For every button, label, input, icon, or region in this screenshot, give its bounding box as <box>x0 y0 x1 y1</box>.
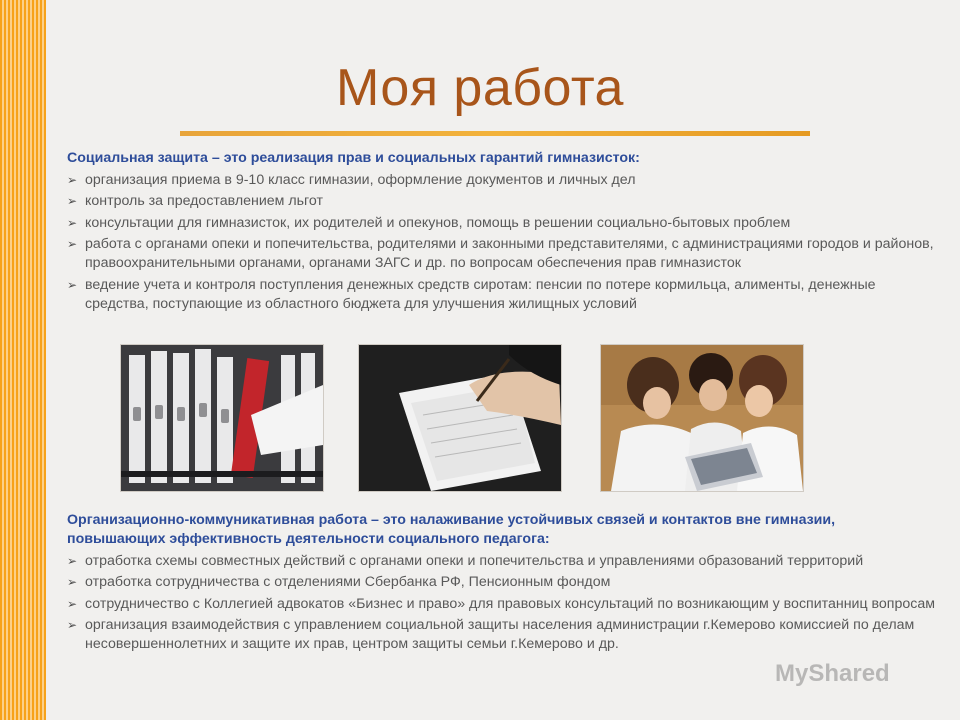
team-laptop-photo <box>600 344 804 492</box>
arrow-bullet-icon: ➢ <box>67 237 78 252</box>
arrow-bullet-icon: ➢ <box>67 618 78 633</box>
list-item <box>67 616 937 654</box>
list-item <box>67 192 937 211</box>
list-item-text: организация взаимодействия с управлением социальной защиты населения администрации г.Кемерово комиссией по делам несовершеннолетних и защите их прав, центром защиты семьи г.Кемерово и др. <box>85 617 915 653</box>
list-item-text: организация приема в 9-10 класс гимназии, оформление документов и личных дел <box>85 171 636 188</box>
binders-photo <box>120 344 324 492</box>
list-item-text: сотрудничество с Коллегией адвокатов «Бизнес и право» для правовых консультаций по возникающим у воспитанниц вопросам <box>85 595 936 612</box>
section-social-protection <box>67 149 937 314</box>
bullet-list <box>67 552 937 655</box>
bullet-list <box>67 171 937 314</box>
watermark-logo <box>775 660 890 688</box>
list-item-text: отработка схемы совместных действий с органами опеки и попечительства и управлениями образований территорий <box>85 552 864 569</box>
list-item <box>67 171 937 190</box>
list-item <box>67 595 937 614</box>
list-item-text: консультации для гимназисток, их родителей и опекунов, помощь в решении социально-бытовых проблем <box>85 214 791 231</box>
list-item-text: контроль за предоставлением льгот <box>85 193 323 210</box>
arrow-bullet-icon: ➢ <box>67 172 78 187</box>
arrow-bullet-icon: ➢ <box>67 277 78 292</box>
slide-title: Моя работа <box>336 59 624 117</box>
list-item <box>67 276 937 314</box>
section-communication-work <box>67 511 937 654</box>
list-item <box>67 573 937 592</box>
list-item-text: ведение учета и контроля поступления денежных средств сиротам: пенсии по потере кормильца, алименты, денежные средства, поступающие из областного бюджета для улучшения жилищных условий <box>85 276 876 312</box>
list-item <box>67 235 937 273</box>
arrow-bullet-icon: ➢ <box>67 194 78 209</box>
section-heading: Социальная защита – это реализация прав и социальных гарантий гимназисток: <box>67 150 640 166</box>
arrow-bullet-icon: ➢ <box>67 596 78 611</box>
watermark-text: MyShared <box>775 660 890 687</box>
title-underline <box>180 131 810 136</box>
list-item <box>67 552 937 571</box>
arrow-bullet-icon: ➢ <box>67 553 78 568</box>
list-item-text: отработка сотрудничества с отделениями Сбербанка РФ, Пенсионным фондом <box>85 574 611 591</box>
arrow-bullet-icon: ➢ <box>67 575 78 590</box>
list-item <box>67 214 937 233</box>
list-item-text: работа с органами опеки и попечительства, родителями и законными представителями, с администрациями городов и районов, правоохранительными органами, органами ЗАГС и др. по вопросам обеспечения прав гимназисток <box>85 236 934 272</box>
arrow-bullet-icon: ➢ <box>67 215 78 230</box>
writing-documents-photo <box>358 344 562 492</box>
section-heading: Организационно-коммуникативная работа – это налаживание устойчивых связей и контактов вне гимназии, повышающих эффективность деятельности социального педагога: <box>67 512 836 547</box>
